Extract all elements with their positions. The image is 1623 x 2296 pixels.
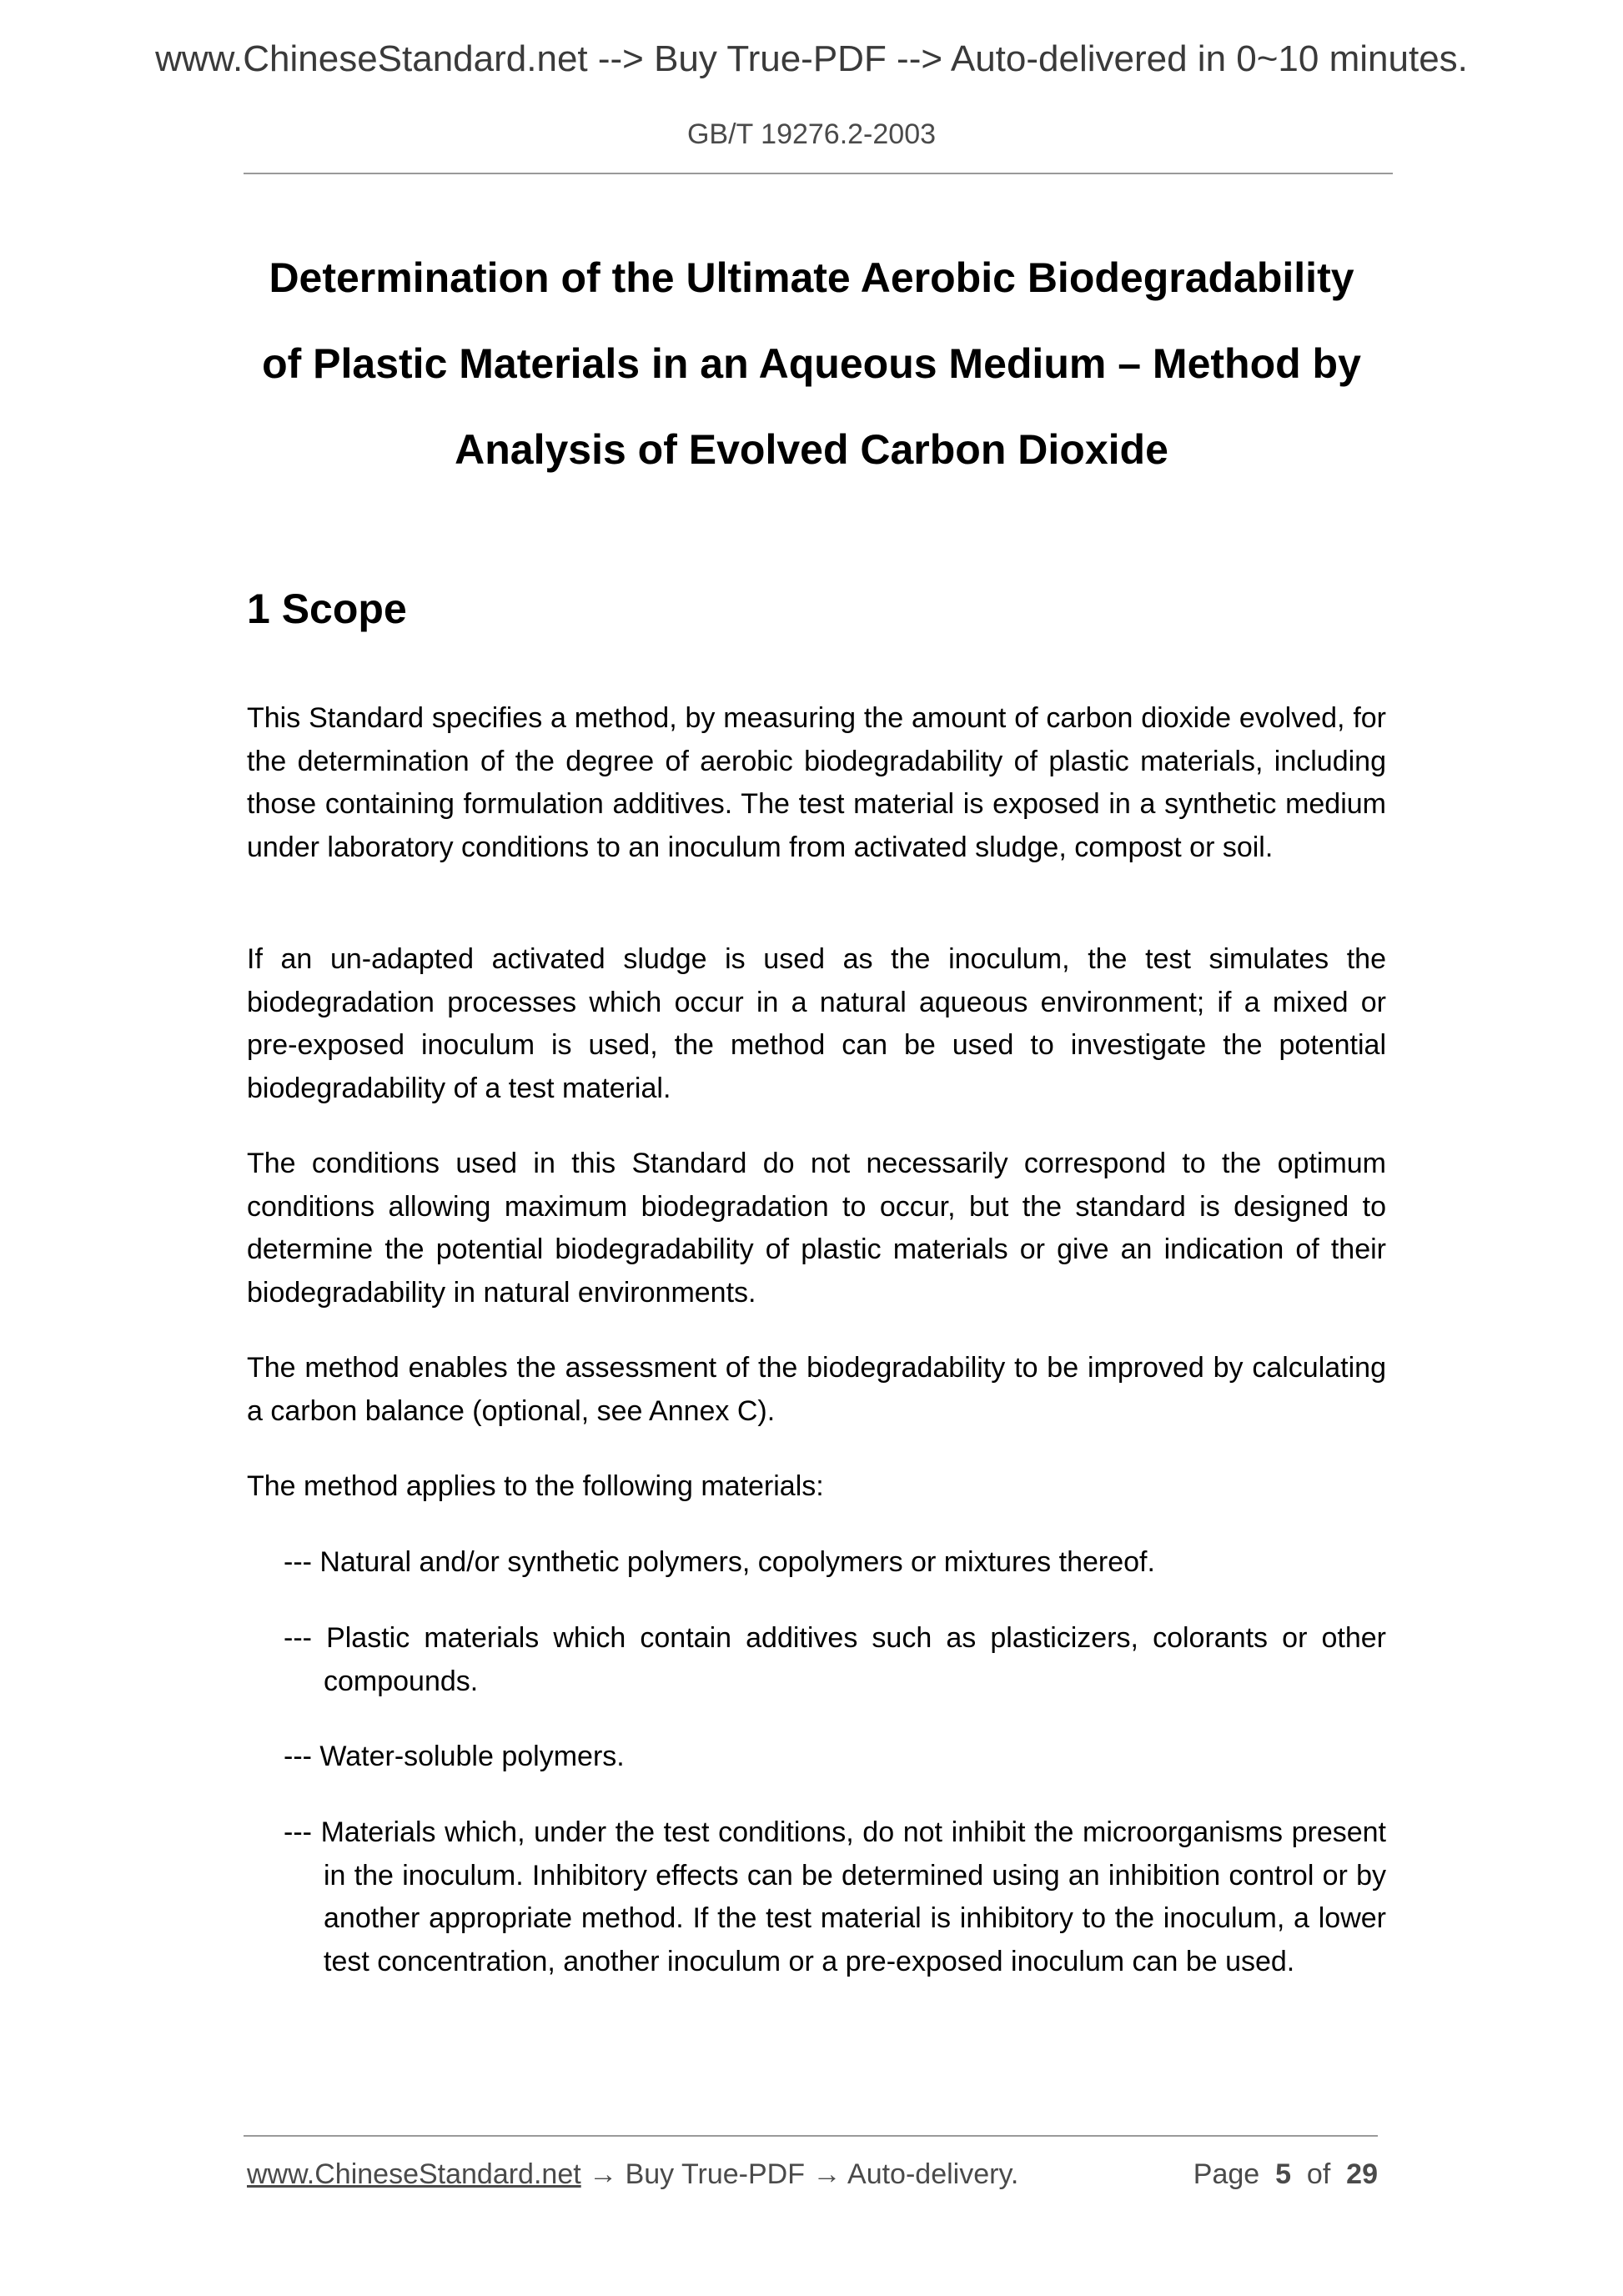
page-label: Page [1193, 2158, 1260, 2190]
arrow-right-icon: → [812, 2158, 842, 2190]
top-banner: www.ChineseStandard.net --> Buy True-PDF --> Auto-delivered in 0~10 minutes. [155, 38, 1468, 79]
footer-divider [244, 2135, 1378, 2137]
section-heading: 1 Scope [247, 585, 407, 632]
paragraph-1: This Standard specifies a method, by measuring the amount of carbon dioxide evolved, for the determination of the degree of aerobic biodegradability of plastic materials, including those containing formulation additives. The test material is exposed in a synthetic medium under laboratory conditions to an inoculum from activated sludge, compost or soil. [247, 702, 1386, 863]
paragraph-4: The method enables the assessment of the biodegradability to be improved by calculating a carbon balance (optional, see Annex C). [247, 1352, 1386, 1427]
list-item-2: --- Plastic materials which contain additives such as plasticizers, colorants or other compounds. [284, 1622, 1386, 1697]
paragraph-3: The conditions used in this Standard do not necessarily correspond to the optimum conditions allowing maximum biodegradation to occur, but the standard is designed to determine the potential biodegradability of plastic materials or give an indication of their biodegradability in natural environments. [247, 1148, 1386, 1309]
document-title [200, 235, 1423, 493]
paragraph-5: The method applies to the following materials: [247, 1470, 824, 1502]
current-page: 5 [1275, 2158, 1291, 2190]
of-label: of [1306, 2158, 1331, 2190]
document-code: GB/T 19276.2-2003 [686, 118, 937, 150]
list-item-4: --- Materials which, under the test conditions, do not inhibit the microorganisms present in the inoculum. Inhibitory effects can be determined using an inhibition control or by another appropriate method. If the test material is inhibitory to the inoculum, a lower test concentration, another inoculum or a pre-exposed inoculum can be used. [284, 1816, 1386, 1977]
footer-promo [247, 2158, 1018, 2191]
page-number [1193, 2158, 1378, 2191]
arrow-right-icon: → [589, 2158, 618, 2190]
list-item-1: --- Natural and/or synthetic polymers, copolymers or mixtures thereof. [284, 1546, 1155, 1578]
footer-delivery-text: Auto-delivery. [847, 2158, 1019, 2190]
paragraph-2: If an un-adapted activated sludge is used as the inoculum, the test simulates the biodegradation processes which occur in a natural aqueous environment; if a mixed or pre-exposed inoculum is used, the method can be used to investigate the potential biodegradability of a test material. [247, 943, 1386, 1104]
header-divider [244, 173, 1393, 174]
title-line-2: of Plastic Materials in an Aqueous Medium – Method by [262, 340, 1361, 387]
total-pages: 29 [1346, 2158, 1378, 2190]
title-line-3: Analysis of Evolved Carbon Dioxide [455, 426, 1168, 473]
footer-buy-text: Buy True-PDF [625, 2158, 805, 2190]
list-item-3: --- Water-soluble polymers. [284, 1741, 625, 1772]
footer-site-link[interactable]: www.ChineseStandard.net [247, 2158, 581, 2190]
title-line-1: Determination of the Ultimate Aerobic Biodegradability [269, 254, 1354, 301]
